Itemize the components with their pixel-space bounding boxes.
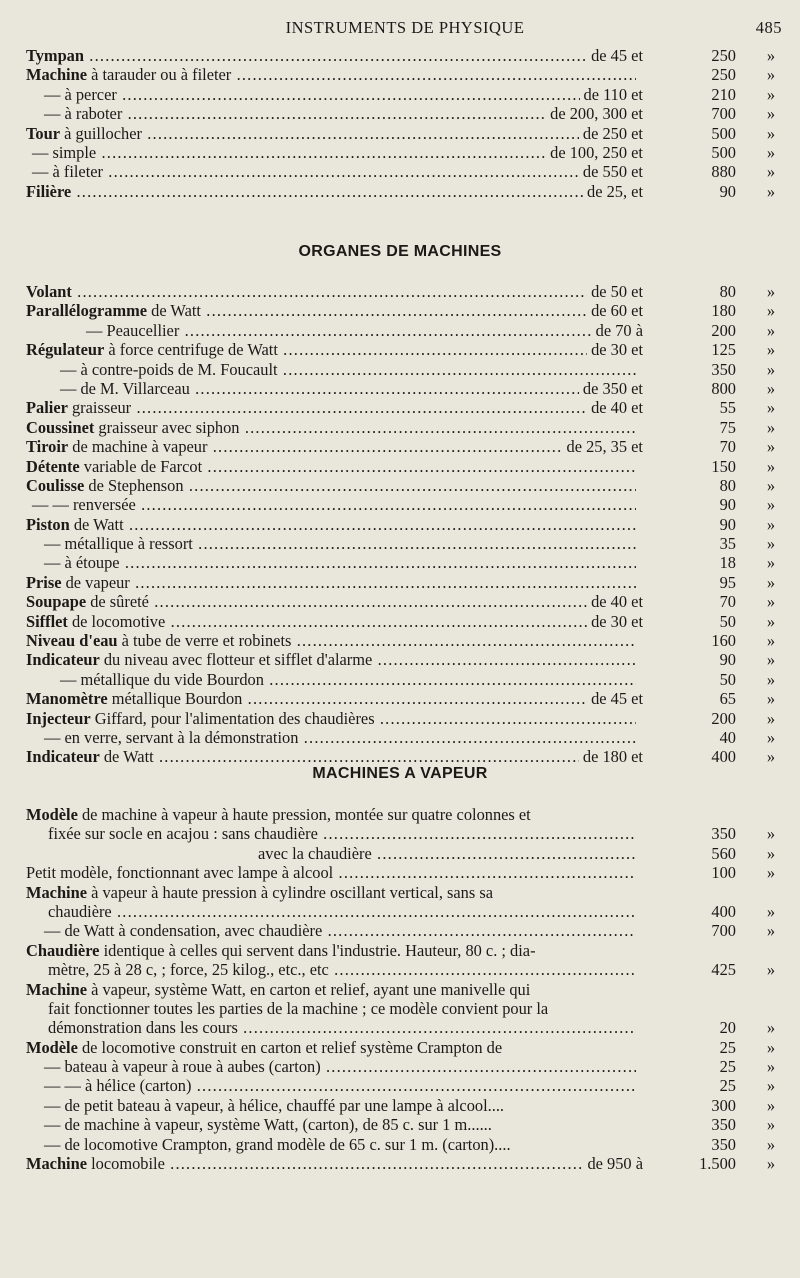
table-row [26, 592, 786, 611]
entry-text: à vapeur, système Watt, en carton et relief, ayant une manivelle qui [87, 979, 531, 999]
entry-text: de Watt [99, 747, 154, 767]
ditto-mark: » [766, 921, 776, 941]
ditto-mark: » [766, 534, 776, 554]
ditto-mark: » [766, 1115, 776, 1135]
entry-label [26, 670, 636, 689]
ditto-mark: » [766, 631, 776, 651]
table-row [26, 1154, 786, 1173]
table-row [26, 476, 786, 495]
entry-label [26, 573, 636, 592]
entry-label [26, 398, 636, 417]
entry-keyword: Soupape [26, 592, 87, 612]
entry-keyword: Régulateur [26, 340, 105, 360]
price-value: 90 [719, 514, 736, 534]
price-value: 25 [719, 1037, 736, 1057]
table-row [26, 143, 786, 162]
section-tools [26, 46, 786, 201]
entry-keyword: Prise [26, 572, 62, 592]
price-value: 250 [711, 46, 736, 65]
entry-keyword: Injecteur [26, 708, 91, 728]
entry-text: de locomotive [67, 611, 166, 631]
entry-text: — de M. Villarceau [60, 378, 190, 398]
table-row [26, 670, 786, 689]
price-value: 65 [719, 689, 736, 709]
entry-text: — à étoupe [44, 553, 120, 573]
ditto-mark: » [766, 123, 776, 143]
entry-label [26, 457, 636, 476]
table-row [26, 1135, 786, 1154]
entry-label [26, 844, 636, 863]
price-from: de 550 et [579, 162, 643, 181]
section-title-organes: ORGANES DE MACHINES [298, 243, 502, 260]
entry-text: — en verre, servant à la démonstration [44, 727, 299, 747]
entry-text: — bateau à vapeur à roue à aubes (carton) [44, 1057, 321, 1077]
entry-label [26, 418, 636, 437]
entry-label [26, 340, 636, 359]
ditto-mark: » [766, 301, 776, 321]
table-row [26, 1057, 786, 1076]
entry-keyword: Modèle [26, 805, 78, 824]
entry-text: de locomotive construit en carton et relief système Crampton de [77, 1037, 503, 1057]
price-from: de 110 et [580, 85, 643, 104]
price-value: 20 [719, 1018, 736, 1038]
table-row [26, 182, 786, 201]
table-row [26, 1038, 786, 1057]
price-value: 90 [719, 495, 736, 515]
entry-label [26, 728, 636, 747]
entry-keyword: Tour [26, 123, 61, 143]
entry-paragraph-line [26, 883, 786, 902]
ditto-mark: » [766, 650, 776, 670]
entry-label [26, 863, 636, 882]
price-value: 18 [719, 553, 736, 573]
ditto-mark: » [766, 727, 776, 747]
table-row [26, 360, 786, 379]
table-row [26, 844, 786, 863]
table-row [26, 1076, 786, 1095]
price-value: 50 [719, 611, 736, 631]
price-value: 150 [711, 456, 736, 476]
table-row [26, 573, 786, 592]
price-value: 75 [719, 417, 736, 437]
price-value: 70 [719, 437, 736, 457]
table-row [26, 902, 786, 921]
table-row [26, 340, 786, 359]
entry-text: graisseur [67, 398, 132, 418]
entry-label [26, 282, 636, 301]
ditto-mark: » [766, 1154, 776, 1174]
table-row [26, 631, 786, 650]
price-from: de 25, 35 et [563, 437, 643, 456]
ditto-mark: » [766, 417, 776, 437]
entry-text: métallique Bourdon [107, 689, 243, 709]
entry-text: — de machine à vapeur, système Watt, (carton), de 85 c. sur 1 m...... [44, 1115, 492, 1135]
price-value: 210 [711, 84, 736, 104]
price-value: 500 [711, 123, 736, 143]
entry-text: de sûreté [86, 592, 149, 612]
entry-label [26, 476, 636, 495]
ditto-mark: » [766, 863, 776, 883]
entry-text: — métallique du vide Bourdon [60, 669, 264, 689]
entry-label [26, 534, 636, 553]
ditto-mark: » [766, 747, 776, 767]
ditto-mark: » [766, 611, 776, 631]
entry-text: — — à hélice (carton) [44, 1076, 192, 1096]
entry-text: identique à celles qui servent dans l'industrie. Hauteur, 80 c. ; dia- [99, 940, 536, 960]
section-title-machines: MACHINES A VAPEUR [312, 765, 488, 782]
entry-text: de machine à vapeur [68, 437, 208, 457]
entry-label [26, 1038, 636, 1057]
entry-label [26, 182, 636, 201]
entry-keyword: Machine [26, 979, 88, 999]
price-from: de 250 et [579, 124, 643, 143]
price-from: de 30 et [587, 612, 643, 631]
entry-label [26, 921, 636, 940]
entry-text: — à contre-poids de M. Foucault [60, 359, 278, 379]
entry-keyword: Piston [26, 514, 70, 534]
ditto-mark: » [766, 843, 776, 863]
ditto-mark: » [766, 1076, 776, 1096]
entry-label [26, 631, 636, 650]
table-row [26, 437, 786, 456]
price-from: de 50 et [587, 282, 643, 301]
table-row [26, 863, 786, 882]
price-value: 160 [711, 631, 736, 651]
entry-keyword: Indicateur [26, 650, 100, 670]
entry-keyword: Sifflet [26, 611, 68, 631]
price-value: 560 [711, 843, 736, 863]
price-value: 100 [711, 863, 736, 883]
entry-text: mètre, 25 à 28 c, ; force, 25 kilog., etc., etc [48, 960, 329, 980]
entry-text: — à raboter [44, 104, 123, 124]
entry-label [26, 1076, 636, 1095]
entry-text: variable de Farcot [79, 456, 203, 476]
entry-label [26, 612, 636, 631]
entry-paragraph-line [26, 941, 786, 960]
ditto-mark: » [766, 708, 776, 728]
price-from: de 25, et [583, 182, 643, 201]
price-value: 1.500 [699, 1154, 736, 1174]
ditto-mark: » [766, 901, 776, 921]
price-value: 500 [711, 142, 736, 162]
entry-label [26, 124, 636, 143]
price-from: de 200, 300 et [546, 104, 643, 123]
ditto-mark: » [766, 181, 776, 201]
entry-paragraph-line [26, 805, 786, 824]
ditto-mark: » [766, 359, 776, 379]
entry-label [26, 1018, 636, 1037]
price-from: de 40 et [587, 398, 643, 417]
table-row [26, 398, 786, 417]
entry-text: — simple [32, 142, 97, 162]
price-from: de 950 à [583, 1154, 643, 1173]
table-row [26, 650, 786, 669]
entry-label [26, 1096, 636, 1115]
entry-label [26, 143, 636, 162]
table-row [26, 689, 786, 708]
entry-text: — de locomotive Crampton, grand modèle de 65 c. sur 1 m. (carton).... [44, 1134, 511, 1154]
ditto-mark: » [766, 592, 776, 612]
ditto-mark: » [766, 340, 776, 360]
entry-text: — à fileter [32, 162, 103, 182]
price-value: 350 [711, 1134, 736, 1154]
entry-paragraph-line [26, 999, 786, 1018]
entry-label [26, 379, 636, 398]
ditto-mark: » [766, 282, 776, 301]
entry-keyword: Machine [26, 65, 88, 85]
entry-text: Petit modèle, fonctionnant avec lampe à alcool [26, 863, 334, 883]
ditto-mark: » [766, 162, 776, 182]
entry-text: — de petit bateau à vapeur, à hélice, chauffé par une lampe à alcool.... [44, 1095, 505, 1115]
entry-keyword: Chaudière [26, 940, 100, 960]
table-row [26, 301, 786, 320]
price-value: 95 [719, 572, 736, 592]
entry-text: à force centrifuge de Watt [104, 340, 278, 360]
entry-text: chaudière [48, 901, 112, 921]
ditto-mark: » [766, 1057, 776, 1077]
entry-text: de Stephenson [84, 475, 184, 495]
entry-keyword: Niveau d'eau [26, 631, 118, 651]
entry-text: — à percer [44, 84, 117, 104]
table-row [26, 515, 786, 534]
entry-text: — de Watt à condensation, avec chaudière [44, 921, 323, 941]
entry-text: — — renversée [32, 495, 136, 515]
price-value: 350 [711, 824, 736, 844]
price-value: 25 [719, 1076, 736, 1096]
entry-label [26, 162, 636, 181]
price-value: 880 [711, 162, 736, 182]
price-value: 200 [711, 320, 736, 340]
price-from: de 350 et [579, 379, 643, 398]
table-row [26, 162, 786, 181]
price-from: de 40 et [587, 592, 643, 611]
table-row [26, 960, 786, 979]
price-value: 250 [711, 65, 736, 85]
price-value: 350 [711, 359, 736, 379]
section-organes [26, 282, 786, 767]
entry-label [26, 301, 636, 320]
entry-text: à guillocher [60, 123, 142, 143]
ditto-mark: » [766, 104, 776, 124]
price-from: de 45 et [587, 46, 643, 65]
entry-text: à tarauder ou à fileter [87, 65, 232, 85]
entry-text: de Watt [69, 514, 124, 534]
ditto-mark: » [766, 1095, 776, 1115]
ditto-mark: » [766, 456, 776, 476]
entry-keyword: Coussinet [26, 417, 95, 437]
price-value: 425 [711, 960, 736, 980]
ditto-mark: » [766, 378, 776, 398]
price-value: 55 [719, 398, 736, 418]
running-title: INSTRUMENTS DE PHYSIQUE [285, 18, 525, 37]
price-from: de 45 et [587, 689, 643, 708]
entry-label [26, 902, 636, 921]
entry-keyword: Parallélogramme [26, 301, 148, 321]
price-from: de 100, 250 et [546, 143, 643, 162]
entry-label [26, 1057, 636, 1076]
price-value: 125 [711, 340, 736, 360]
table-row [26, 124, 786, 143]
entry-label [26, 104, 636, 123]
ditto-mark: » [766, 398, 776, 418]
table-row [26, 65, 786, 84]
ditto-mark: » [766, 65, 776, 85]
price-value: 90 [719, 181, 736, 201]
table-row [26, 495, 786, 514]
ditto-mark: » [766, 514, 776, 534]
entry-text: à vapeur à haute pression à cylindre oscillant vertical, sans sa [87, 882, 493, 902]
table-row [26, 1018, 786, 1037]
entry-text: locomobile [87, 1154, 165, 1174]
entry-keyword: Indicateur [26, 747, 100, 767]
table-row [26, 747, 786, 766]
price-value: 800 [711, 378, 736, 398]
entry-label [26, 46, 636, 65]
table-row [26, 921, 786, 940]
entry-label [26, 824, 636, 843]
price-from: de 70 à [592, 321, 643, 340]
entry-label [26, 709, 636, 728]
table-row [26, 46, 786, 65]
entry-text: fixée sur socle en acajou : sans chaudière [48, 824, 318, 844]
ditto-mark: » [766, 142, 776, 162]
table-row [26, 321, 786, 340]
ditto-mark: » [766, 1134, 776, 1154]
ditto-mark: » [766, 689, 776, 709]
entry-keyword: Coulisse [26, 475, 85, 495]
price-value: 80 [719, 282, 736, 301]
entry-text: avec la chaudière [258, 843, 372, 863]
ditto-mark: » [766, 437, 776, 457]
table-row [26, 104, 786, 123]
price-value: 350 [711, 1115, 736, 1135]
entry-text: graisseur avec siphon [94, 417, 240, 437]
entry-keyword: Modèle [26, 1037, 78, 1057]
price-value: 400 [711, 901, 736, 921]
entry-label [26, 747, 636, 766]
price-value: 300 [711, 1095, 736, 1115]
price-value: 200 [711, 708, 736, 728]
price-value: 180 [711, 301, 736, 321]
price-value: 70 [719, 592, 736, 612]
entry-label [26, 650, 636, 669]
price-value: 25 [719, 1057, 736, 1077]
ditto-mark: » [766, 495, 776, 515]
price-value: 400 [711, 747, 736, 767]
entry-label [26, 65, 636, 84]
page-header [26, 18, 784, 42]
table-row [26, 1096, 786, 1115]
entry-keyword: Volant [26, 282, 72, 301]
ditto-mark: » [766, 46, 776, 65]
entry-text: Giffard, pour l'alimentation des chaudières [90, 708, 375, 728]
ditto-mark: » [766, 1018, 776, 1038]
ditto-mark: » [766, 824, 776, 844]
entry-label [26, 553, 636, 572]
ditto-mark: » [766, 320, 776, 340]
entry-keyword: Manomètre [26, 689, 108, 709]
entry-keyword: Filière [26, 181, 72, 201]
entry-label [26, 515, 636, 534]
ditto-mark: » [766, 960, 776, 980]
entry-keyword: Tympan [26, 46, 84, 65]
entry-label [26, 1154, 636, 1173]
entry-text: à tube de verre et robinets [117, 631, 292, 651]
entry-label [26, 689, 636, 708]
table-row [26, 282, 786, 301]
entry-label [26, 960, 636, 979]
entry-text: du niveau avec flotteur et sifflet d'alarme [99, 650, 373, 670]
entry-label [26, 592, 636, 611]
table-row [26, 612, 786, 631]
entry-keyword: Palier [26, 398, 68, 418]
entry-label [26, 321, 636, 340]
price-value: 700 [711, 921, 736, 941]
table-row [26, 457, 786, 476]
entry-label [26, 1115, 636, 1134]
table-row [26, 709, 786, 728]
section-machines [26, 805, 786, 1173]
table-row [26, 728, 786, 747]
table-row [26, 379, 786, 398]
entry-text: de machine à vapeur à haute pression, montée sur quatre colonnes et [77, 805, 531, 824]
table-row [26, 553, 786, 572]
entry-text: de Watt [147, 301, 201, 321]
ditto-mark: » [766, 1037, 776, 1057]
entry-paragraph-line [26, 980, 786, 999]
price-from: de 30 et [587, 340, 643, 359]
ditto-mark: » [766, 475, 776, 495]
entry-label [26, 360, 636, 379]
table-row [26, 85, 786, 104]
entry-text: — métallique à ressort [44, 534, 193, 554]
price-value: 80 [719, 475, 736, 495]
entry-label [26, 495, 636, 514]
entry-keyword: Machine [26, 882, 88, 902]
ditto-mark: » [766, 669, 776, 689]
ditto-mark: » [766, 553, 776, 573]
entry-label [26, 85, 636, 104]
entry-keyword: Détente [26, 456, 80, 476]
entry-text: — Peaucellier [86, 320, 180, 340]
ditto-mark: » [766, 572, 776, 592]
table-row [26, 534, 786, 553]
ditto-mark: » [766, 84, 776, 104]
price-value: 90 [719, 650, 736, 670]
entry-text: fait fonctionner toutes les parties de la machine ; ce modèle convient pour la [48, 998, 549, 1018]
table-row [26, 824, 786, 843]
entry-text: démonstration dans les cours [48, 1018, 238, 1038]
table-row [26, 1115, 786, 1134]
price-value: 50 [719, 669, 736, 689]
entry-label [26, 1135, 636, 1154]
price-value: 700 [711, 104, 736, 124]
entry-keyword: Machine [26, 1154, 88, 1174]
table-row [26, 418, 786, 437]
price-from: de 60 et [587, 301, 643, 320]
price-value: 40 [719, 727, 736, 747]
entry-text: de vapeur [61, 572, 130, 592]
price-from: de 180 et [579, 747, 643, 766]
price-value: 35 [719, 534, 736, 554]
entry-label [26, 437, 636, 456]
entry-keyword: Tiroir [26, 437, 69, 457]
page-number: 485 [755, 18, 782, 37]
